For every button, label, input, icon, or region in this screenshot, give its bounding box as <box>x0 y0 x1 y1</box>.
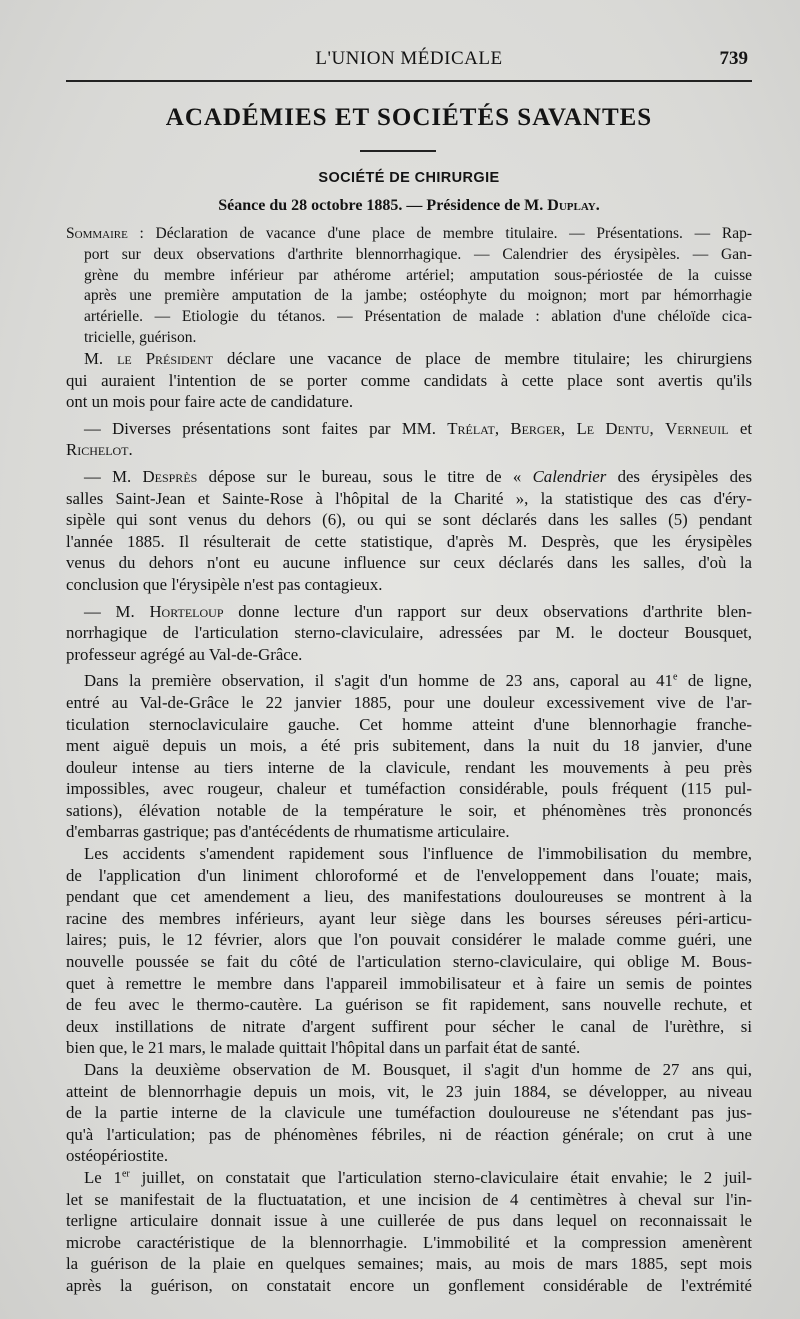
paragraph-line: d'embarras gastrique; pas d'antécédents de rhumatisme articulaire. <box>66 822 510 842</box>
line-text: juillet, on constatait que l'articulation sterno-claviculaire était envahie; le 2 juil- <box>129 1167 752 1187</box>
paragraph-line <box>66 466 752 488</box>
society-title: SOCIÉTÉ DE CHIRURGIE <box>318 170 500 186</box>
summary <box>66 224 752 349</box>
paragraph-line: salles Saint-Jean et Sainte-Rose à l'hôpital de la Charité », la statistique des cas d'éry- <box>66 488 752 508</box>
summary-label: Sommaire <box>66 225 128 242</box>
summary-line: artérielle. — Etiologie du tétanos. — Présentation de malade : ablation d'une chéloïde cica- <box>84 308 752 326</box>
line-text: donne lecture d'un rapport sur deux observations d'arthrite blen- <box>223 601 753 621</box>
paragraph-line: sipèle qui sont venus du dehors (6), ou qui se sont déclarés dans les salles (5) pendant <box>66 510 752 530</box>
line-text: dépose sur le bureau, sous le titre de « <box>197 466 533 486</box>
paragraph-line <box>66 348 752 370</box>
paragraph-line: de la partie interne de la clavicule une tuméfaction douloureuse ne s'étendant pas jus- <box>66 1103 752 1123</box>
running-title: L'UNION MÉDICALE <box>315 48 503 69</box>
paragraph-line: ont un mois pour faire acte de candidature. <box>66 392 354 412</box>
paragraph-line: après la guérison, on constatait encore un gonflement considérable de l'extrémité <box>66 1275 752 1295</box>
paragraph-line: sations), élévation notable de la température le soir, et phénomènes très prononcés <box>66 800 752 820</box>
paragraph-line: de l'application d'un liniment chloroformé et de l'enveloppement dans l'ouate; mais, <box>66 865 752 885</box>
paragraph-line: microbe caractéristique de la blennorrhagie. L'immobilité et la compression amenèrent <box>66 1232 752 1252</box>
surgeon-name: Trélat, <box>447 418 500 438</box>
superscript: er <box>121 1168 130 1180</box>
paragraph-line: quet à remettre le membre dans l'appareil immobilisateur et à faire un semis de pointes <box>66 973 752 993</box>
section-title: ACADÉMIES ET SOCIÉTÉS SAVANTES <box>165 104 653 131</box>
paragraph-line: pendant que cet amendement a lieu, des manifestations douloureuses se montrent à la <box>66 887 752 907</box>
paragraph-line: laires; puis, le 12 février, alors que l'on pouvait considérer le malade comme guéri, une <box>66 930 752 950</box>
page-header <box>66 48 752 72</box>
paragraph-line: Dans la deuxième observation de M. Bousquet, il s'agit d'un homme de 27 ans qui, <box>84 1060 752 1079</box>
paragraph-line: entré au Val-de-Grâce le 22 janvier 1885, pour une douleur excessivement vive de l'ar- <box>66 692 752 712</box>
page-number: 739 <box>719 48 748 69</box>
summary-line <box>66 224 752 245</box>
session-president: Duplay. <box>547 197 600 214</box>
summary-line: port sur deux observations d'arthrite blennorrhagique. — Calendrier des érysipèles. — Gan- <box>84 245 752 263</box>
paragraph-line: qu'à l'articulation; pas de phénomènes fébriles, ni de réaction générale; on crut à une <box>66 1124 752 1144</box>
session-text: Séance du 28 octobre 1885. — Présidence de M. <box>218 197 544 214</box>
speaker-name: Desprès <box>142 466 198 486</box>
line-text: — M. <box>84 466 132 486</box>
line-text: de ligne, <box>677 671 753 691</box>
paragraph-line: l'année 1885. Il résulterait de cette statistique, d'après M. Desprès, que les érysipèles <box>66 531 752 551</box>
line-text: — M. <box>84 601 135 621</box>
paragraph-line: douleur intense au tiers interne de la clavicule, rendant les mouvements à peu près <box>66 757 752 777</box>
summary-line: après une première amputation de la jambe; ostéophyte du moignon; mort par hémorrhagie <box>84 287 752 305</box>
line-text: — Diverses présentations sont faites par MM. <box>84 418 436 438</box>
paragraph-line: ostéopériostite. <box>66 1146 169 1166</box>
paragraph-line: la guérison de la plaie en quelques semaines; mais, au mois de mars 1885, sept mois <box>66 1254 752 1274</box>
surgeon-name: Berger, <box>510 418 566 438</box>
superscript: e <box>672 671 678 683</box>
session-line <box>66 197 752 215</box>
paragraph-line: venus du dehors n'ont eu aucune influence sur ceux déclarés dans les salles, d'où la <box>66 553 752 573</box>
title-rule <box>360 150 436 152</box>
paragraph-line <box>66 670 752 692</box>
speaker-name: le Président <box>117 349 214 368</box>
paragraph-line <box>66 1167 752 1189</box>
paragraph-line: de feu avec le thermo-cautère. La guérison se fit rapidement, sans nouvelle rechute, et <box>66 995 752 1015</box>
paragraph-line: impossibles, avec rougeur, chaleur et tuméfaction considérable, pouls fréquent (115 pul- <box>66 779 752 799</box>
surgeon-name: Richelot. <box>66 440 133 460</box>
paragraph-line: deux instillations de nitrate d'argent suffirent pour sécher le canal de l'urèthre, si <box>66 1016 752 1036</box>
paragraph-line: professeur agrégé au Val-de-Grâce. <box>66 644 303 664</box>
summary-line: tricielle, guérison. <box>84 328 197 346</box>
line-text: déclare une vacance de place de membre titulaire; les chirurgiens <box>213 349 752 368</box>
summary-line: grène du membre inférieur par athérome artériel; amputation sous-périostée de la cuisse <box>84 266 752 284</box>
line-text: Le 1 <box>84 1167 122 1187</box>
paragraph-line <box>66 418 752 440</box>
paragraph-line: racine des membres inférieurs, ayant leur siège dans les bourses séreuses péri-articu- <box>66 908 752 928</box>
header-rule <box>66 80 752 82</box>
paragraph-line: let se manifestait de la fluctuatation, et une incision de 4 centimètres à cheval sur l'in- <box>66 1189 752 1209</box>
paragraph-line: nouvelle poussée se fait du côté de l'articulation sterno-claviculaire, qui oblige M. Bous- <box>66 952 752 972</box>
line-text: et <box>739 418 753 438</box>
surgeon-name: Le Dentu, <box>576 418 654 438</box>
italic-title: Calendrier <box>532 466 607 486</box>
speaker-name: Horteloup <box>149 601 224 621</box>
summary-text: : Déclaration de vacance d'une place de membre titulaire. — Présentations. — Rap- <box>127 225 752 242</box>
article-body <box>66 348 752 1297</box>
paragraph-line: ment aiguë depuis un mois, a été pris subitement, dans la nuit du 18 janvier, d'une <box>66 736 752 756</box>
line-text: des érysipèles des <box>606 466 753 486</box>
paragraph-line: atteint de blennorrhagie depuis un mois, vit, le 23 juin 1884, se développer, au niveau <box>66 1081 752 1101</box>
line-text: Dans la première observation, il s'agit d'un homme de 23 ans, caporal au 41 <box>84 671 673 691</box>
paragraph-line: bien que, le 21 mars, le malade quittait l'hôpital dans un parfait état de santé. <box>66 1038 581 1058</box>
surgeon-name: Verneuil <box>665 418 729 438</box>
paragraph-line: norrhagique de l'articulation sterno-claviculaire, adressées par M. le docteur Bousquet, <box>66 623 752 643</box>
paragraph-line: conclusion que l'érysipèle n'est pas contagieux. <box>66 574 383 594</box>
speaker-prefix: M. <box>84 349 118 368</box>
paragraph-line: Les accidents s'amendent rapidement sous l'influence de l'immobilisation du membre, <box>84 844 752 864</box>
paragraph-line: qui auraient l'intention de se porter comme candidats à cette place sont avertis qu'ils <box>66 370 752 390</box>
paragraph-line: terligne articulaire donnait issue à une cuillerée de pus dans lequel on reconnaissait le <box>66 1211 752 1231</box>
paragraph-line <box>66 601 752 623</box>
paragraph-line: ticulation sternoclaviculaire gauche. Cet homme atteint d'une blennorhagie franche- <box>66 714 752 734</box>
